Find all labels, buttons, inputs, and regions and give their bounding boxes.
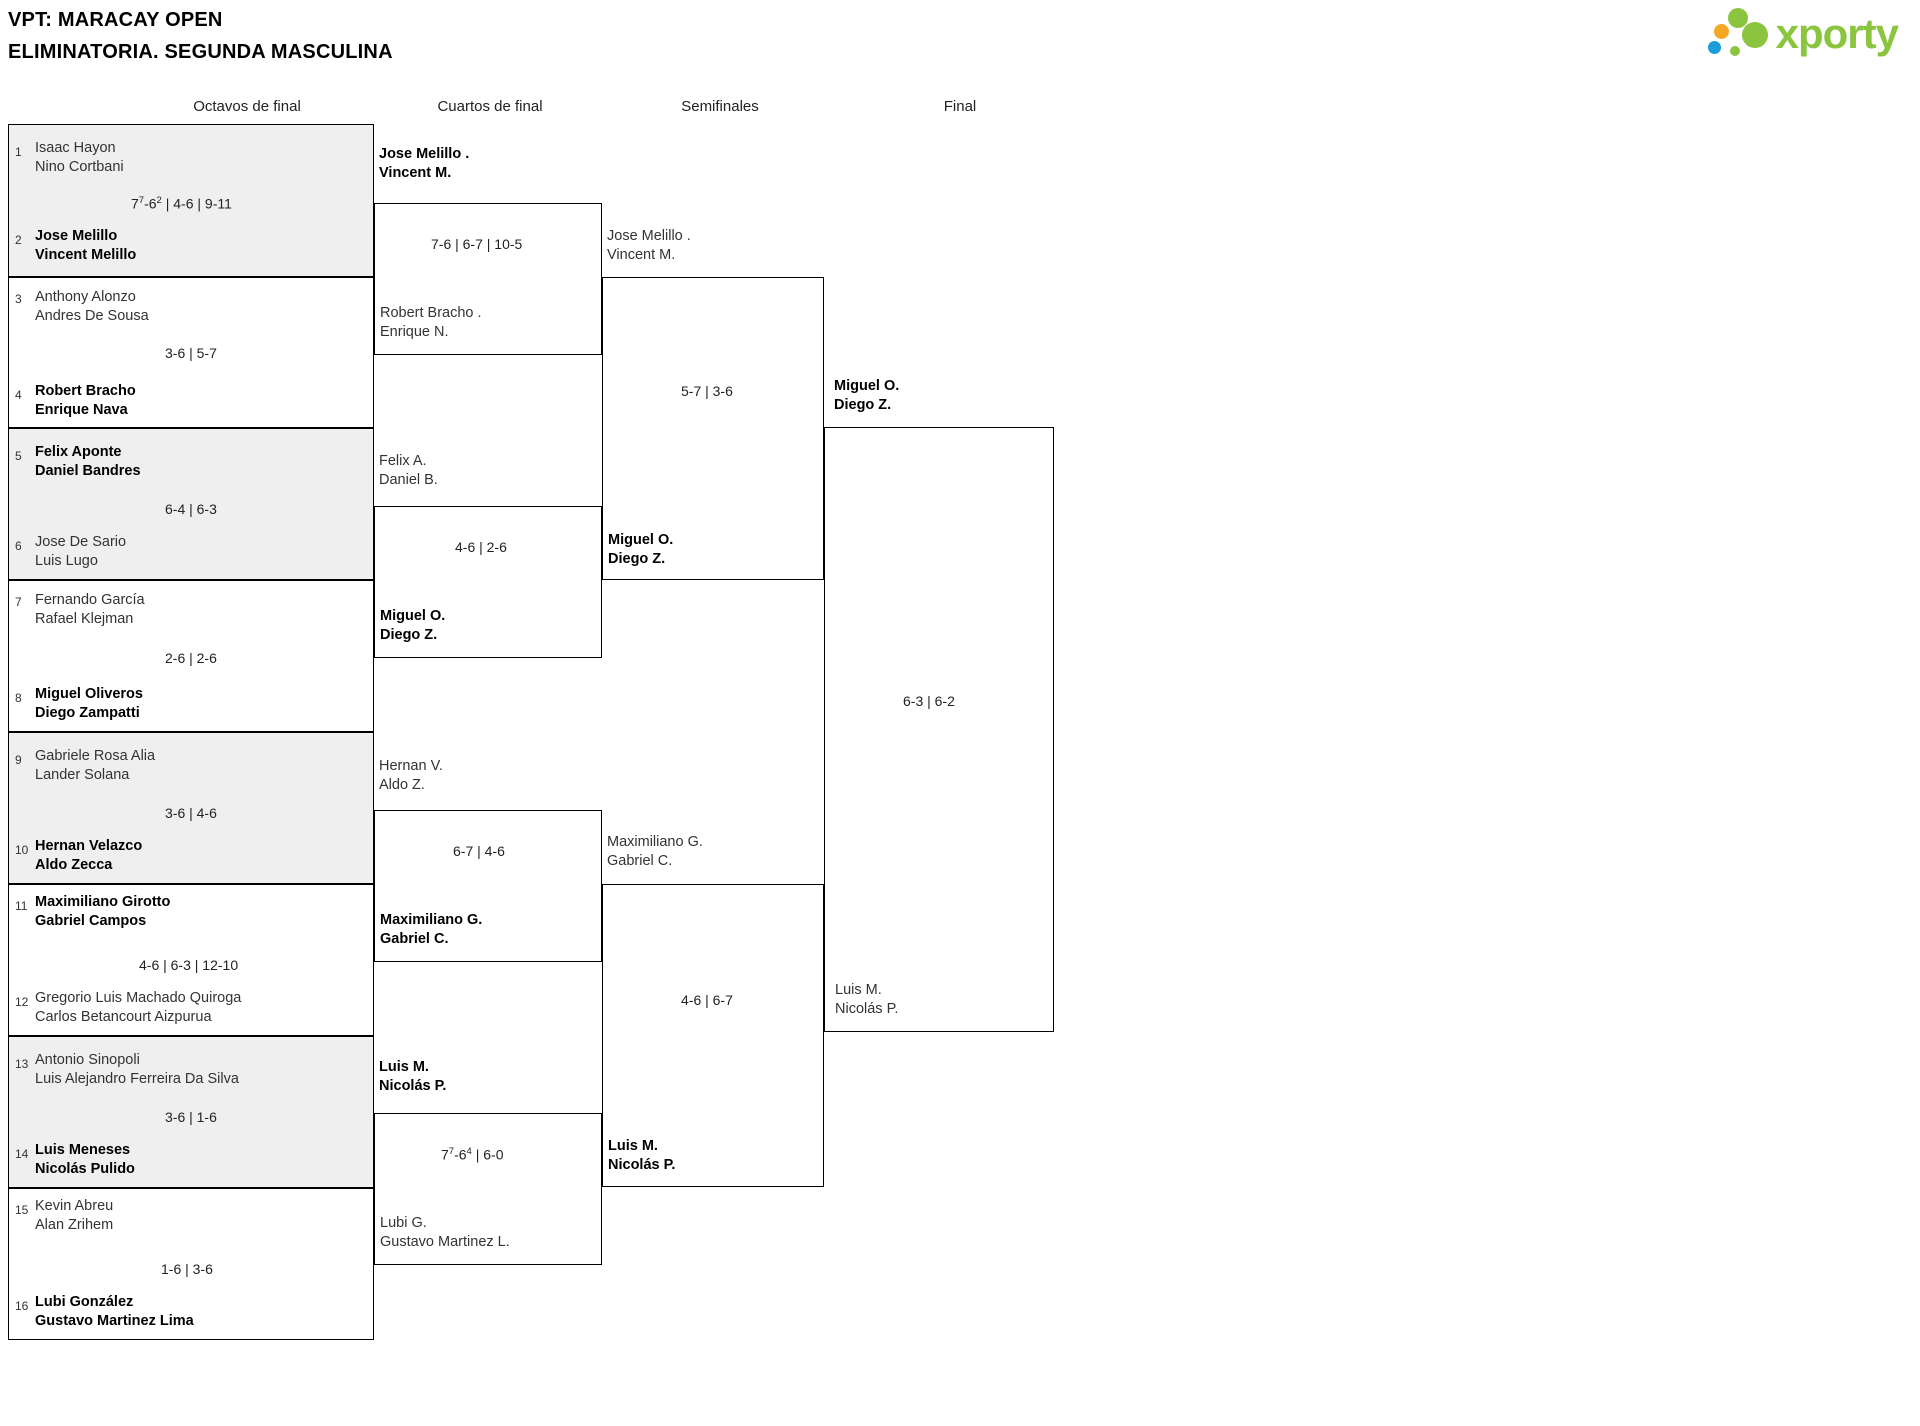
match-final[interactable]: [824, 427, 1054, 1032]
player-name: Enrique N.: [380, 324, 449, 340]
player-name: Nino Cortbani: [35, 159, 124, 175]
player-name: Lander Solana: [35, 767, 130, 783]
player-name: Carlos Betancourt Aizpurua: [35, 1009, 212, 1025]
player-name: Gustavo Martinez L.: [380, 1234, 510, 1250]
player-name: Lubi González: [35, 1294, 134, 1310]
player-name: Luis Alejandro Ferreira Da Silva: [35, 1071, 239, 1087]
match-r16-8[interactable]: [8, 1188, 374, 1340]
xporty-logo: [1708, 8, 1898, 60]
seed-number: 5: [15, 449, 22, 463]
seed-number: 16: [15, 1299, 29, 1313]
player-name: Luis Lugo: [35, 553, 98, 569]
seed-number: 15: [15, 1203, 29, 1217]
player-name: Jose De Sario: [35, 534, 127, 550]
seed-number: 8: [15, 691, 22, 705]
player-name: Maximiliano G.: [380, 912, 483, 928]
match-r16-4[interactable]: [8, 580, 374, 732]
logo-dots-icon: [1708, 8, 1770, 60]
match-qf-2[interactable]: [374, 506, 602, 658]
match-score: 4-6 | 2-6: [455, 539, 507, 555]
player-name: Vincent Melillo: [35, 247, 137, 263]
player-name: Luis M.: [608, 1138, 658, 1154]
match-score: 1-6 | 3-6: [161, 1261, 213, 1277]
round-header-semifinales: Semifinales: [681, 98, 759, 115]
match-sf-1[interactable]: [602, 277, 824, 580]
match-r16-3[interactable]: [8, 428, 374, 580]
player-name: Anthony Alonzo: [35, 289, 136, 305]
player-name: Jose Melillo: [35, 228, 118, 244]
player-name: Miguel O.: [834, 378, 900, 394]
player-name: Gabriel Campos: [35, 913, 147, 929]
player-name: Diego Z.: [380, 627, 438, 643]
player-name: Robert Bracho: [35, 383, 136, 399]
player-name: Andres De Sousa: [35, 308, 149, 324]
seed-number: 13: [15, 1057, 29, 1071]
match-score: 6-7 | 4-6: [453, 843, 505, 859]
player-name: Vincent M.: [379, 165, 452, 181]
seed-number: 3: [15, 292, 22, 306]
match-qf-3[interactable]: [374, 810, 602, 962]
player-name: Lubi G.: [380, 1215, 427, 1231]
player-name: Maximiliano Girotto: [35, 894, 171, 910]
seed-number: 10: [15, 843, 29, 857]
player-name: Daniel Bandres: [35, 463, 141, 479]
player-name: Hernan V.: [379, 758, 443, 774]
match-qf-4[interactable]: [374, 1113, 602, 1265]
player-name: Nicolás P.: [608, 1157, 676, 1173]
player-name: Robert Bracho .: [380, 305, 482, 321]
player-name: Antonio Sinopoli: [35, 1052, 140, 1068]
player-name: Aldo Z.: [379, 777, 425, 793]
match-score: 3-6 | 4-6: [165, 805, 217, 821]
player-name: Gregorio Luis Machado Quiroga: [35, 990, 242, 1006]
player-name: Diego Zampatti: [35, 705, 140, 721]
player-name: Aldo Zecca: [35, 857, 113, 873]
player-name: Vincent M.: [607, 247, 676, 263]
logo-wordmark: xporty: [1775, 10, 1898, 57]
player-name: Alan Zrihem: [35, 1217, 114, 1233]
seed-number: 11: [15, 899, 28, 913]
tournament-title: [8, 4, 393, 68]
round-header-final: Final: [943, 98, 977, 115]
player-name: Gabriele Rosa Alia: [35, 748, 156, 764]
player-name: Gabriel C.: [380, 931, 449, 947]
player-name: Gabriel C.: [607, 853, 673, 869]
player-name: Nicolás P.: [379, 1078, 447, 1094]
match-qf-4-top[interactable]: [374, 1051, 602, 1121]
player-name: Luis Meneses: [35, 1142, 131, 1158]
player-name: Gustavo Martinez Lima: [35, 1313, 194, 1329]
match-r16-6[interactable]: [8, 884, 374, 1036]
player-name: Jose Melillo .: [379, 146, 470, 162]
match-score: 7-6 | 6-7 | 10-5: [431, 236, 523, 252]
page-header: [0, 0, 1920, 76]
player-name: Miguel O.: [380, 608, 446, 624]
player-name: Fernando García: [35, 592, 145, 608]
seed-number: 1: [15, 145, 22, 159]
match-score: 2-6 | 2-6: [165, 650, 217, 666]
match-score: 4-6 | 6-3 | 12-10: [139, 957, 239, 973]
title-line-1: VPT: MARACAY OPEN: [8, 9, 223, 31]
seed-number: 4: [15, 388, 22, 402]
player-name: Diego Z.: [834, 397, 892, 413]
match-score: $7^7-6^4$ | 6-0: [441, 1146, 504, 1163]
round-header-cuartos: Cuartos de final: [437, 98, 543, 115]
match-score: 4-6 | 6-7: [681, 992, 733, 1008]
player-name: Luis M.: [379, 1059, 429, 1075]
title-line-2: ELIMINATORIA. SEGUNDA MASCULINA: [8, 41, 393, 63]
match-score: $7^7-6^2$ | 4-6 | 9-11: [131, 195, 232, 212]
seed-number: 14: [15, 1147, 29, 1161]
player-name: Nicolás P.: [835, 1001, 899, 1017]
player-name: Enrique Nava: [35, 402, 128, 418]
match-r16-1[interactable]: [8, 124, 374, 277]
match-qf-1[interactable]: [374, 203, 602, 355]
round-header-octavos: Octavos de final: [193, 98, 301, 115]
match-qf-2-top[interactable]: [374, 445, 602, 515]
match-qf-1-top[interactable]: [374, 138, 602, 208]
match-score: 6-4 | 6-3: [165, 501, 217, 517]
match-r16-5[interactable]: [8, 732, 374, 884]
player-name: Miguel Oliveros: [35, 686, 143, 702]
player-name: Kevin Abreu: [35, 1198, 114, 1214]
player-name: Rafael Klejman: [35, 611, 134, 627]
player-name: Felix A.: [379, 453, 427, 469]
seed-number: 7: [15, 595, 22, 609]
match-sf-2[interactable]: [602, 884, 824, 1187]
seed-number: 12: [15, 995, 29, 1009]
player-name: Daniel B.: [379, 472, 438, 488]
player-name: Hernan Velazco: [35, 838, 143, 854]
player-name: Diego Z.: [608, 551, 666, 567]
player-name: Isaac Hayon: [35, 140, 116, 156]
match-score: 3-6 | 1-6: [165, 1109, 217, 1125]
player-name: Luis M.: [835, 982, 882, 998]
match-score: 3-6 | 5-7: [165, 345, 217, 361]
match-score: 5-7 | 3-6: [681, 383, 733, 399]
seed-number: 9: [15, 753, 22, 767]
match-r16-7[interactable]: [8, 1036, 374, 1188]
player-name: Jose Melillo .: [607, 228, 691, 244]
player-name: Felix Aponte: [35, 444, 122, 460]
match-score: 6-3 | 6-2: [903, 693, 955, 709]
player-name: Miguel O.: [608, 532, 674, 548]
match-r16-2[interactable]: [8, 277, 374, 428]
player-name: Nicolás Pulido: [35, 1161, 135, 1177]
seed-number: 2: [15, 233, 22, 247]
player-name: Maximiliano G.: [607, 834, 703, 850]
seed-number: 6: [15, 539, 22, 553]
